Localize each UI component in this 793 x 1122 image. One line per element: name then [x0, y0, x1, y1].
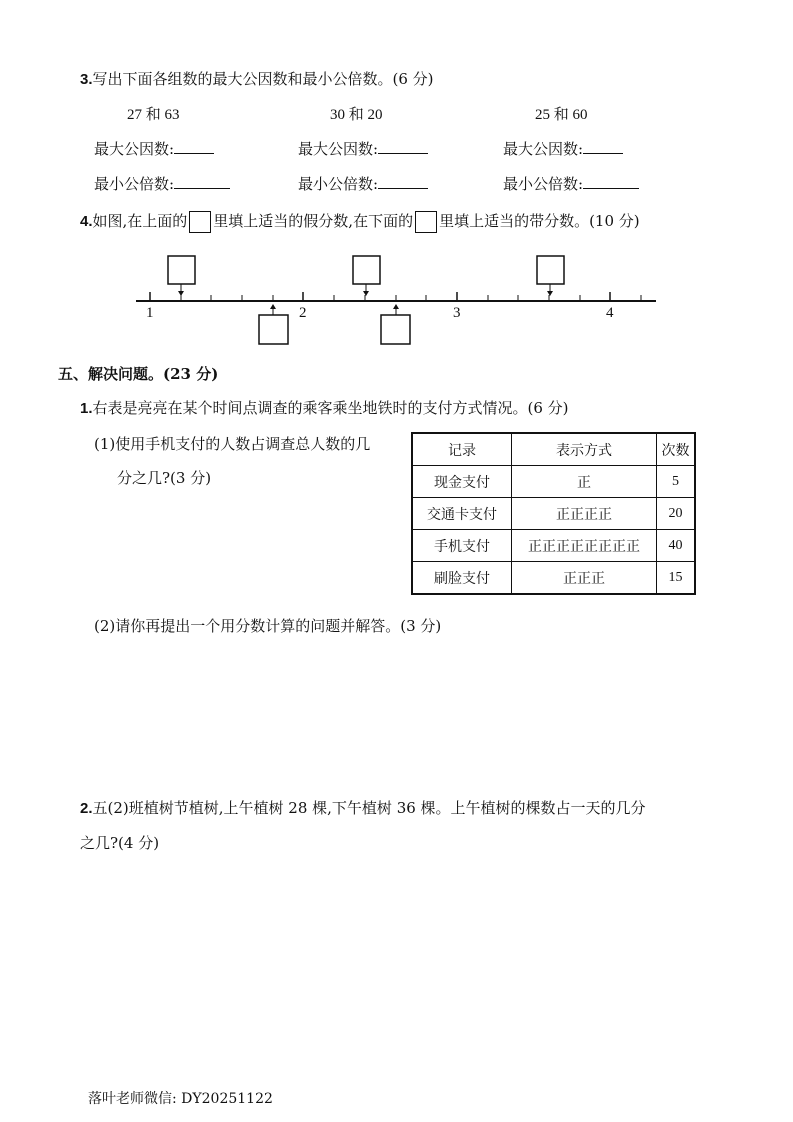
q4-title [80, 210, 640, 233]
footer-contact: 落叶老师微信: DY20251122 [88, 1091, 273, 1107]
gcd-answer-blank[interactable] [174, 139, 214, 154]
p2-line2: 之几?(4 分) [80, 834, 160, 852]
table-cell: 正正正 [512, 562, 657, 595]
table-cell: 正正正正 [512, 498, 657, 530]
p1-title [80, 397, 569, 418]
payment-table [411, 432, 696, 595]
q3-number: 3. [80, 71, 93, 88]
table-cell: 15 [657, 562, 696, 595]
q3-pair-1: 27 和 63 [127, 107, 180, 123]
p1-sub1-line1: (1)使用手机支付的人数占调查总人数的几 [94, 435, 371, 453]
lcm-answer-blank[interactable] [174, 174, 230, 189]
axis-label-2: 2 [299, 305, 307, 321]
p1-sub1-line2: 分之几?(3 分) [117, 469, 212, 487]
table-cell: 正 [512, 466, 657, 498]
table-row [412, 530, 695, 562]
q4-text-1: 如图,在上面的 [92, 212, 188, 230]
p2-line1 [80, 797, 646, 818]
axis-label-4: 4 [606, 305, 614, 321]
q3-text: 写出下面各组数的最大公因数和最小公倍数。(6 分) [92, 70, 434, 88]
table-cell: 正正正正正正正正 [512, 530, 657, 562]
table-cell: 40 [657, 530, 696, 562]
lcm-answer-blank[interactable] [378, 174, 428, 189]
q4-text-3: 里填上适当的带分数。(10 分) [439, 212, 640, 230]
p2-number: 2. [80, 800, 93, 817]
q4-number: 4. [80, 213, 93, 230]
number-line [0, 250, 793, 350]
mixed-number-box[interactable] [381, 315, 410, 344]
p1-number: 1. [80, 400, 93, 417]
arrowhead-icon [178, 291, 184, 296]
q3-gcd-row-2 [298, 138, 428, 159]
box-icon [415, 211, 437, 233]
arrowhead-icon [393, 304, 399, 309]
table-header: 表示方式 [512, 433, 657, 466]
lcm-label: 最小公倍数: [298, 175, 379, 193]
gcd-answer-blank[interactable] [583, 139, 623, 154]
q3-pair-3: 25 和 60 [535, 107, 588, 123]
improper-fraction-box[interactable] [537, 256, 564, 284]
p1-sub2: (2)请你再提出一个用分数计算的问题并解答。(3 分) [94, 617, 442, 635]
table-header: 记录 [412, 433, 512, 466]
table-row [412, 466, 695, 498]
table-cell: 交通卡支付 [412, 498, 512, 530]
gcd-label: 最大公因数: [298, 140, 379, 158]
mixed-number-box[interactable] [259, 315, 288, 344]
lcm-answer-blank[interactable] [583, 174, 639, 189]
section-5-title: 五、解决问题。(23 分) [58, 365, 219, 383]
p1-text: 右表是亮亮在某个时间点调查的乘客乘坐地铁时的支付方式情况。(6 分) [92, 399, 569, 417]
q3-gcd-row-1 [94, 138, 214, 159]
lcm-label: 最小公倍数: [503, 175, 584, 193]
q3-gcd-row-3 [503, 138, 623, 159]
arrowhead-icon [547, 291, 553, 296]
q3-lcm-row-1 [94, 173, 230, 194]
table-header: 次数 [657, 433, 696, 466]
arrowhead-icon [270, 304, 276, 309]
q4-text-2: 里填上适当的假分数,在下面的 [213, 212, 414, 230]
q3-pair-2: 30 和 20 [330, 107, 383, 123]
gcd-label: 最大公因数: [503, 140, 584, 158]
p2-text: 五(2)班植树节植树,上午植树 28 棵,下午植树 36 棵。上午植树的棵数占一天的几分 [92, 799, 646, 817]
q3-lcm-row-3 [503, 173, 639, 194]
table-cell: 手机支付 [412, 530, 512, 562]
q3-title [80, 68, 434, 89]
arrowhead-icon [363, 291, 369, 296]
lcm-label: 最小公倍数: [94, 175, 175, 193]
improper-fraction-box[interactable] [353, 256, 380, 284]
box-icon [189, 211, 211, 233]
table-row [412, 498, 695, 530]
table-cell: 现金支付 [412, 466, 512, 498]
table-cell: 5 [657, 466, 696, 498]
axis-label-1: 1 [146, 305, 154, 321]
table-cell: 刷脸支付 [412, 562, 512, 595]
gcd-label: 最大公因数: [94, 140, 175, 158]
table-cell: 20 [657, 498, 696, 530]
axis-label-3: 3 [453, 305, 461, 321]
table-row [412, 562, 695, 595]
improper-fraction-box[interactable] [168, 256, 195, 284]
q3-lcm-row-2 [298, 173, 428, 194]
table-header-row [412, 433, 695, 466]
gcd-answer-blank[interactable] [378, 139, 428, 154]
